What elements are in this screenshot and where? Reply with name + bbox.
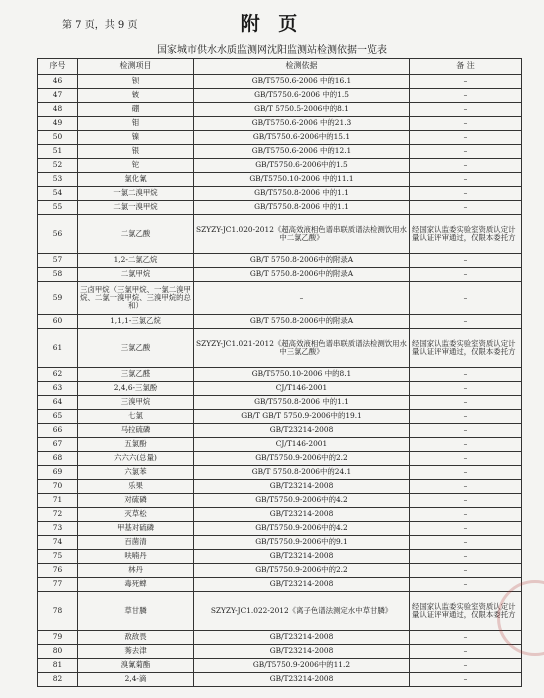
- cell-item: 一氯二溴甲烷: [78, 187, 194, 201]
- table-row: [38, 536, 522, 550]
- cell-note: –: [410, 578, 522, 592]
- cell-item: 钡: [78, 75, 194, 89]
- cell-basis: GB/T5750.6-2006 中的12.1: [194, 145, 410, 159]
- cell-note: –: [410, 75, 522, 89]
- cell-item: 氯化氰: [78, 173, 194, 187]
- cell-note: –: [410, 645, 522, 659]
- cell-basis: GB/T5750.10-2006 中的11.1: [194, 173, 410, 187]
- cell-no: 73: [38, 522, 78, 536]
- cell-note: –: [410, 282, 522, 315]
- cell-no: 56: [38, 215, 78, 254]
- inspection-basis-table: [37, 58, 522, 687]
- cell-item: 二氯一溴甲烷: [78, 201, 194, 215]
- cell-item: 三氯乙醛: [78, 368, 194, 382]
- table-row: [38, 480, 522, 494]
- cell-no: 68: [38, 452, 78, 466]
- table-row: [38, 673, 522, 687]
- cell-basis: CJ/T146-2001: [194, 438, 410, 452]
- cell-item: 溴氰菊酯: [78, 659, 194, 673]
- cell-note: –: [410, 466, 522, 480]
- table-row: [38, 159, 522, 173]
- cell-note: –: [410, 382, 522, 396]
- table-row: [38, 424, 522, 438]
- cell-no: 51: [38, 145, 78, 159]
- table-row: [38, 438, 522, 452]
- table-caption: 国家城市供水水质监测网沈阳监测站检测依据一览表: [157, 45, 387, 56]
- cell-basis: GB/T GB/T 5750.9-2006中的19.1: [194, 410, 410, 424]
- cell-note: –: [410, 494, 522, 508]
- cell-item: 三卤甲烷（三氯甲烷、一氯二溴甲烷、二氯一溴甲烷、三溴甲烷的总和）: [78, 282, 194, 315]
- cell-basis: GB/T5750.6-2006 中的21.3: [194, 117, 410, 131]
- page-title: 附 页: [240, 13, 304, 35]
- cell-basis: SZYZY-JC1.022-2012《离子色谱法测定水中草甘膦》: [194, 592, 410, 631]
- cell-item: 五氯酚: [78, 438, 194, 452]
- cell-item: 毒死蜱: [78, 578, 194, 592]
- cell-item: 敌敌畏: [78, 631, 194, 645]
- cell-note: –: [410, 117, 522, 131]
- cell-item: 对硫磷: [78, 494, 194, 508]
- cell-no: 72: [38, 508, 78, 522]
- table-row: [38, 329, 522, 368]
- cell-basis: GB/T23214-2008: [194, 480, 410, 494]
- cell-item: 灭草松: [78, 508, 194, 522]
- cell-no: 77: [38, 578, 78, 592]
- cell-note: –: [410, 564, 522, 578]
- cell-no: 74: [38, 536, 78, 550]
- cell-note: 经国家认监委实验室资质认定计量认证评审通过，仅限本委托方: [410, 329, 522, 368]
- cell-basis: GB/T 5750.8-2006中的附录A: [194, 315, 410, 329]
- table-row: [38, 452, 522, 466]
- header-item: 检测项目: [78, 59, 194, 75]
- cell-item: 硼: [78, 103, 194, 117]
- cell-note: –: [410, 410, 522, 424]
- table-row: [38, 75, 522, 89]
- cell-basis: GB/T5750.6-2006 中的1.5: [194, 89, 410, 103]
- cell-basis: GB/T5750.8-2006 中的1.1: [194, 396, 410, 410]
- cell-basis: GB/T5750.8-2006 中的1.1: [194, 201, 410, 215]
- cell-note: –: [410, 201, 522, 215]
- cell-basis: GB/T23214-2008: [194, 631, 410, 645]
- cell-note: –: [410, 89, 522, 103]
- cell-note: –: [410, 659, 522, 673]
- table-row: [38, 145, 522, 159]
- table-row: [38, 564, 522, 578]
- cell-item: 铍: [78, 89, 194, 103]
- table-row: [38, 522, 522, 536]
- table-row: [38, 201, 522, 215]
- table-row: [38, 410, 522, 424]
- table-row: [38, 268, 522, 282]
- table-row: [38, 173, 522, 187]
- cell-no: 52: [38, 159, 78, 173]
- cell-note: 经国家认监委实验室资质认定计量认证评审通过，仅限本委托方: [410, 592, 522, 631]
- cell-no: 81: [38, 659, 78, 673]
- cell-basis: GB/T23214-2008: [194, 645, 410, 659]
- cell-no: 82: [38, 673, 78, 687]
- cell-item: 乐果: [78, 480, 194, 494]
- table-row: [38, 659, 522, 673]
- cell-no: 69: [38, 466, 78, 480]
- table-row: [38, 466, 522, 480]
- table-row: [38, 282, 522, 315]
- cell-no: 53: [38, 173, 78, 187]
- cell-item: 马拉硫磷: [78, 424, 194, 438]
- table-row: [38, 103, 522, 117]
- cell-basis: GB/T23214-2008: [194, 508, 410, 522]
- table-row: [38, 254, 522, 268]
- cell-note: –: [410, 187, 522, 201]
- table-row: [38, 382, 522, 396]
- cell-item: 镍: [78, 131, 194, 145]
- cell-item: 钼: [78, 117, 194, 131]
- header-basis: 检测依据: [194, 59, 410, 75]
- table-row: [38, 645, 522, 659]
- cell-basis: GB/T5750.9-2006中的4.2: [194, 522, 410, 536]
- cell-item: 甲基对硫磷: [78, 522, 194, 536]
- header-no: 序号: [38, 59, 78, 75]
- cell-no: 64: [38, 396, 78, 410]
- cell-item: 百菌清: [78, 536, 194, 550]
- cell-item: 七氯: [78, 410, 194, 424]
- cell-basis: GB/T 5750.8-2006中的24.1: [194, 466, 410, 480]
- cell-note: –: [410, 452, 522, 466]
- table-row: [38, 315, 522, 329]
- cell-no: 62: [38, 368, 78, 382]
- cell-no: 67: [38, 438, 78, 452]
- table-row: [38, 494, 522, 508]
- cell-basis: GB/T5750.9-2006中的2.2: [194, 452, 410, 466]
- cell-no: 59: [38, 282, 78, 315]
- cell-note: –: [410, 159, 522, 173]
- cell-basis: CJ/T146-2001: [194, 382, 410, 396]
- cell-basis: GB/T23214-2008: [194, 550, 410, 564]
- cell-note: –: [410, 424, 522, 438]
- cell-no: 55: [38, 201, 78, 215]
- cell-note: –: [410, 631, 522, 645]
- cell-basis: –: [194, 282, 410, 315]
- cell-no: 58: [38, 268, 78, 282]
- cell-basis: GB/T23214-2008: [194, 424, 410, 438]
- cell-note: –: [410, 173, 522, 187]
- table-row: [38, 592, 522, 631]
- cell-no: 50: [38, 131, 78, 145]
- table-header-row: [38, 59, 522, 75]
- cell-basis: GB/T5750.10-2006 中的8.1: [194, 368, 410, 382]
- cell-no: 76: [38, 564, 78, 578]
- cell-item: 1,1,1-三氯乙烷: [78, 315, 194, 329]
- table-row: [38, 368, 522, 382]
- cell-no: 61: [38, 329, 78, 368]
- cell-no: 75: [38, 550, 78, 564]
- table-row: [38, 578, 522, 592]
- cell-note: 经国家认监委实验室资质认定计量认证评审通过，仅限本委托方: [410, 215, 522, 254]
- cell-no: 54: [38, 187, 78, 201]
- cell-no: 70: [38, 480, 78, 494]
- cell-note: –: [410, 508, 522, 522]
- cell-item: 三氯乙酸: [78, 329, 194, 368]
- page-number: 第 7 页，共 9 页: [62, 20, 138, 31]
- cell-note: –: [410, 103, 522, 117]
- cell-basis: SZYZY-JC1.020-2012《超高效液相色谱串联质谱法检测饮用水中二氯乙酸》: [194, 215, 410, 254]
- table-row: [38, 117, 522, 131]
- cell-no: 48: [38, 103, 78, 117]
- cell-no: 49: [38, 117, 78, 131]
- cell-note: –: [410, 673, 522, 687]
- cell-no: 57: [38, 254, 78, 268]
- table-row: [38, 131, 522, 145]
- cell-item: 草甘膦: [78, 592, 194, 631]
- cell-basis: GB/T5750.6-2006中的15.1: [194, 131, 410, 145]
- cell-no: 65: [38, 410, 78, 424]
- cell-item: 六氯苯: [78, 466, 194, 480]
- cell-item: 铊: [78, 159, 194, 173]
- cell-basis: GB/T23214-2008: [194, 673, 410, 687]
- cell-basis: GB/T5750.9-2006中的11.2: [194, 659, 410, 673]
- table-row: [38, 89, 522, 103]
- cell-item: 二氯乙酸: [78, 215, 194, 254]
- cell-no: 63: [38, 382, 78, 396]
- cell-no: 46: [38, 75, 78, 89]
- cell-note: –: [410, 268, 522, 282]
- cell-item: 林丹: [78, 564, 194, 578]
- cell-no: 71: [38, 494, 78, 508]
- table-row: [38, 550, 522, 564]
- cell-item: 六六六(总量): [78, 452, 194, 466]
- cell-item: 2,4,6-三氯酚: [78, 382, 194, 396]
- cell-basis: SZYZY-JC1.021-2012《超高效液相色谱串联质谱法检测饮用水中三氯乙酸》: [194, 329, 410, 368]
- table-row: [38, 396, 522, 410]
- cell-basis: GB/T5750.9-2006中的4.2: [194, 494, 410, 508]
- cell-item: 1,2-二氯乙烷: [78, 254, 194, 268]
- cell-basis: GB/T5750.9-2006中的2.2: [194, 564, 410, 578]
- cell-no: 78: [38, 592, 78, 631]
- cell-basis: GB/T5750.6-2006 中的16.1: [194, 75, 410, 89]
- table-row: [38, 631, 522, 645]
- cell-note: –: [410, 536, 522, 550]
- cell-item: 二氯甲烷: [78, 268, 194, 282]
- cell-basis: GB/T 5750.8-2006中的附录A: [194, 268, 410, 282]
- table-row: [38, 215, 522, 254]
- cell-basis: GB/T 5750.5-2006中的8.1: [194, 103, 410, 117]
- cell-note: –: [410, 550, 522, 564]
- cell-no: 80: [38, 645, 78, 659]
- cell-basis: GB/T5750.8-2006 中的1.1: [194, 187, 410, 201]
- table-row: [38, 508, 522, 522]
- cell-item: 三溴甲烷: [78, 396, 194, 410]
- cell-note: –: [410, 368, 522, 382]
- cell-item: 呋喃丹: [78, 550, 194, 564]
- cell-note: –: [410, 522, 522, 536]
- cell-no: 47: [38, 89, 78, 103]
- cell-note: –: [410, 315, 522, 329]
- cell-item: 莠去津: [78, 645, 194, 659]
- header-note: 备 注: [410, 59, 522, 75]
- cell-basis: GB/T 5750.8-2006中的附录A: [194, 254, 410, 268]
- cell-item: 2,4-滴: [78, 673, 194, 687]
- cell-note: –: [410, 438, 522, 452]
- cell-note: –: [410, 480, 522, 494]
- cell-no: 66: [38, 424, 78, 438]
- cell-item: 银: [78, 145, 194, 159]
- cell-no: 79: [38, 631, 78, 645]
- table-row: [38, 187, 522, 201]
- cell-note: –: [410, 254, 522, 268]
- cell-basis: GB/T23214-2008: [194, 578, 410, 592]
- cell-basis: GB/T5750.9-2006中的9.1: [194, 536, 410, 550]
- cell-note: –: [410, 145, 522, 159]
- cell-note: –: [410, 131, 522, 145]
- cell-note: –: [410, 396, 522, 410]
- cell-no: 60: [38, 315, 78, 329]
- cell-basis: GB/T5750.6-2006中的1.5: [194, 159, 410, 173]
